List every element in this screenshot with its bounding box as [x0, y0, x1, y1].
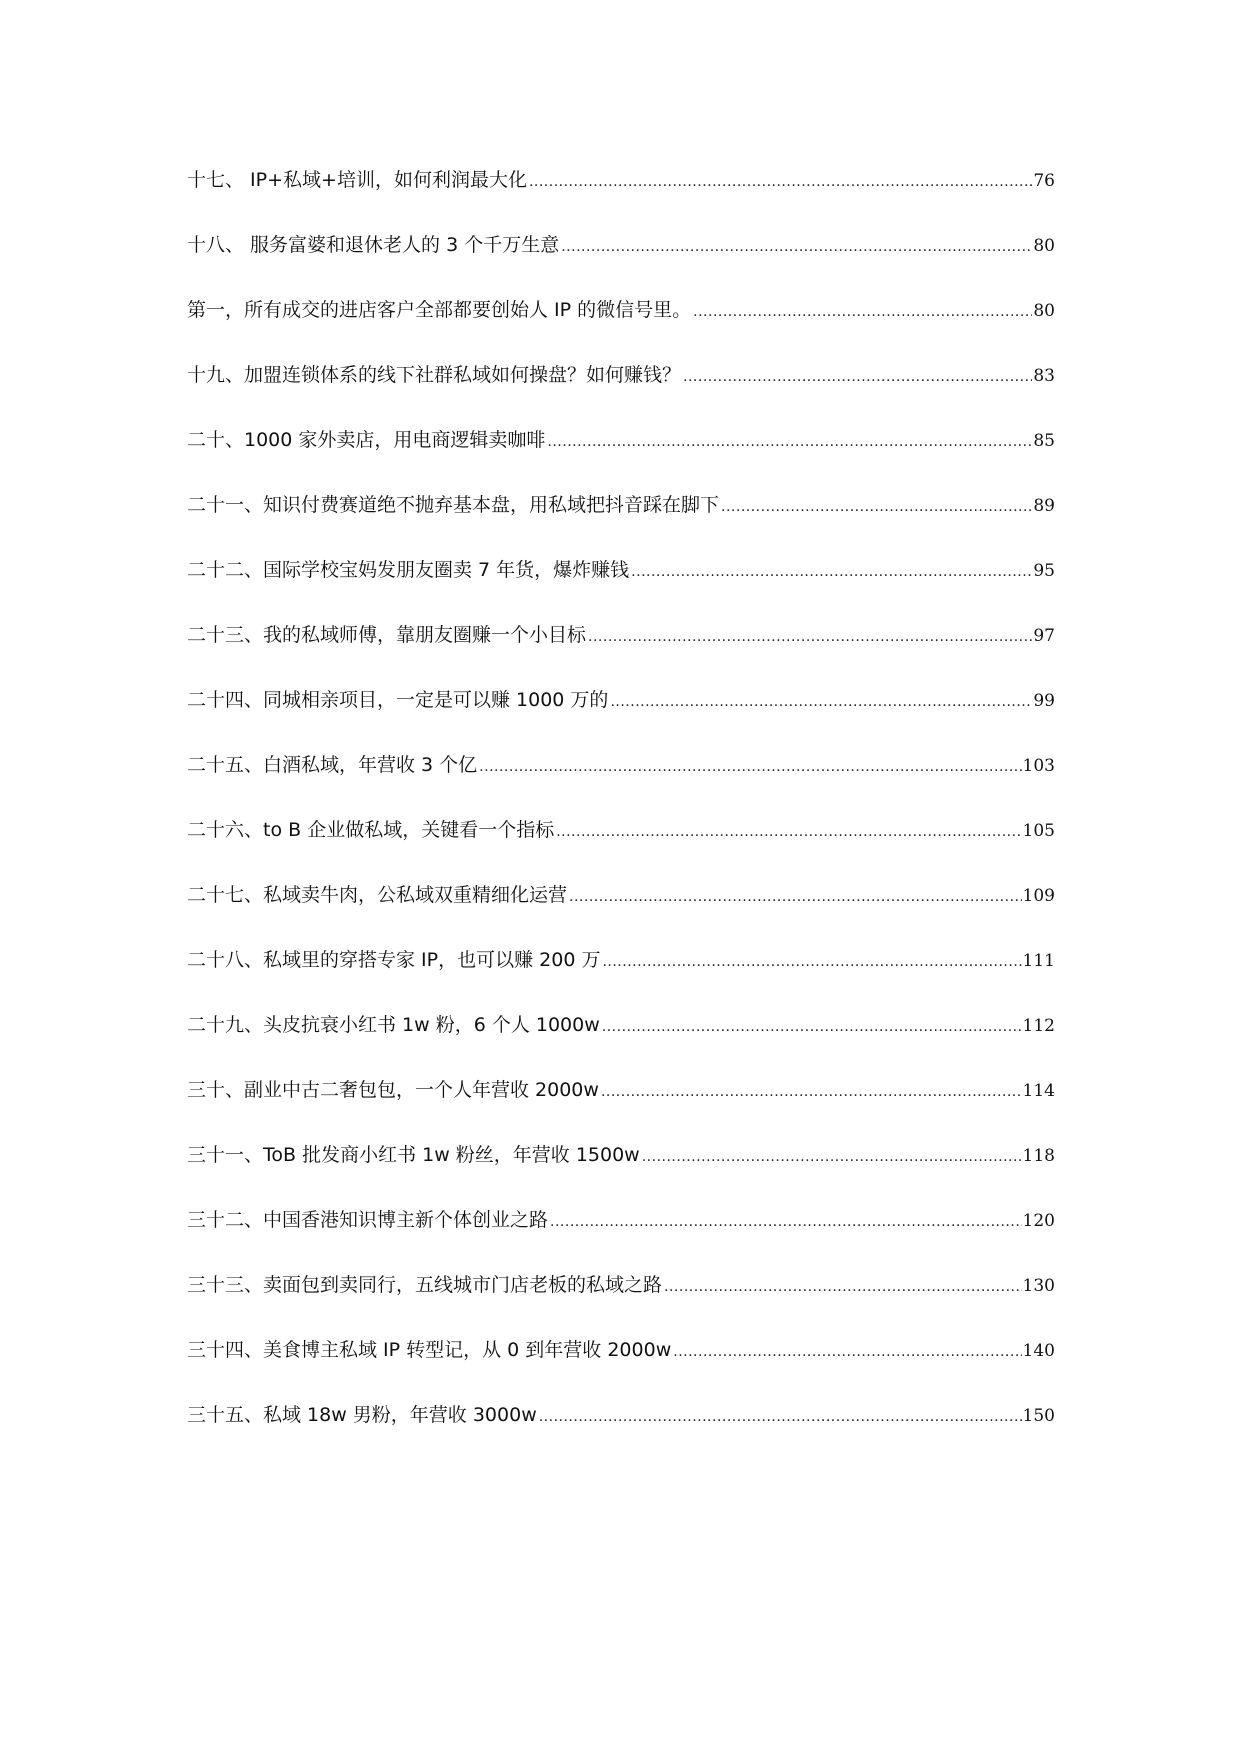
- toc-entry-title: 二十四、同城相亲项目，一定是可以赚 1000 万的: [187, 689, 609, 711]
- toc-entry[interactable]: [187, 1140, 1055, 1205]
- toc-entry-title: 二十五、白酒私域，年营收 3 个亿: [187, 754, 478, 776]
- toc-entry-title: 十八、 服务富婆和退休老人的 3 个千万生意: [187, 234, 560, 256]
- toc-entry-title: 二十、1000 家外卖店，用电商逻辑卖咖啡: [187, 429, 546, 451]
- toc-entry-page-number: 111: [1022, 951, 1055, 971]
- toc-entry[interactable]: [187, 815, 1055, 880]
- toc-entry-page-number: 80: [1033, 301, 1055, 321]
- toc-dot-leader: [631, 564, 1032, 580]
- toc-entry[interactable]: [187, 880, 1055, 945]
- toc-dot-leader: [561, 239, 1032, 255]
- toc-dot-leader: [673, 1344, 1021, 1360]
- toc-dot-leader: [721, 499, 1032, 515]
- toc-entry-title: 二十九、头皮抗衰小红书 1w 粉，6 个人 1000w: [187, 1014, 600, 1036]
- toc-entry-title: 二十七、私域卖牛肉，公私域双重精细化运营: [187, 884, 568, 906]
- toc-dot-leader: [539, 1409, 1022, 1425]
- toc-dot-leader: [547, 434, 1032, 450]
- toc-dot-leader: [693, 304, 1032, 320]
- toc-entry-title: 三十五、私域 18w 男粉，年营收 3000w: [187, 1404, 537, 1426]
- toc-entry-page-number: 103: [1022, 756, 1055, 776]
- toc-entry[interactable]: [187, 490, 1055, 555]
- toc-entry[interactable]: [187, 555, 1055, 620]
- toc-entry-page-number: 109: [1022, 886, 1055, 906]
- toc-entry-page-number: 80: [1033, 236, 1055, 256]
- toc-entry-page-number: 118: [1022, 1146, 1055, 1166]
- toc-entry-title: 十七、 IP+私域+培训，如何利润最大化: [187, 169, 527, 191]
- toc-entry-page-number: 85: [1033, 431, 1055, 451]
- toc-dot-leader: [664, 1279, 1022, 1295]
- toc-entry-page-number: 89: [1033, 496, 1055, 516]
- toc-entry-title: 二十一、知识付费赛道绝不抛弃基本盘，用私域把抖音踩在脚下: [187, 494, 720, 516]
- toc-dot-leader: [556, 824, 1021, 840]
- toc-entry-page-number: 99: [1033, 691, 1055, 711]
- toc-entry[interactable]: [187, 230, 1055, 295]
- toc-entry[interactable]: [187, 750, 1055, 815]
- toc-entry-title: 二十三、我的私域师傅，靠朋友圈赚一个小目标: [187, 624, 587, 646]
- toc-entry[interactable]: [187, 1010, 1055, 1075]
- toc-dot-leader: [610, 694, 1032, 710]
- toc-entry-title: 二十八、私域里的穿搭专家 IP，也可以赚 200 万: [187, 949, 601, 971]
- toc-dot-leader: [601, 1084, 1022, 1100]
- toc-entry[interactable]: [187, 1270, 1055, 1335]
- toc-entry-title: 二十二、国际学校宝妈发朋友圈卖 7 年货，爆炸赚钱: [187, 559, 630, 581]
- toc-dot-leader: [479, 759, 1021, 775]
- toc-entry-title: 三十四、美食博主私域 IP 转型记，从 0 到年营收 2000w: [187, 1339, 672, 1361]
- toc-entry[interactable]: [187, 1205, 1055, 1270]
- toc-entry-page-number: 76: [1033, 171, 1055, 191]
- toc-entry-title: 第一，所有成交的进店客户全部都要创始人 IP 的微信号里。: [187, 299, 692, 321]
- toc-dot-leader: [550, 1214, 1022, 1230]
- toc-entry-page-number: 95: [1033, 561, 1055, 581]
- toc-entry-title: 三十三、卖面包到卖同行，五线城市门店老板的私域之路: [187, 1274, 663, 1296]
- toc-entry-page-number: 97: [1033, 626, 1055, 646]
- toc-entry-title: 三十、副业中古二奢包包，一个人年营收 2000w: [187, 1079, 599, 1101]
- toc-entry-page-number: 83: [1033, 366, 1055, 386]
- toc-entry-title: 三十一、ToB 批发商小红书 1w 粉丝，年营收 1500w: [187, 1144, 640, 1166]
- toc-entry[interactable]: [187, 1335, 1055, 1400]
- toc-entry-page-number: 120: [1022, 1211, 1055, 1231]
- toc-dot-leader: [642, 1149, 1022, 1165]
- toc-dot-leader: [529, 174, 1032, 190]
- toc-entry[interactable]: [187, 165, 1055, 230]
- toc-entry-title: 二十六、to B 企业做私域，关键看一个指标: [187, 819, 555, 841]
- toc-entry[interactable]: [187, 685, 1055, 750]
- table-of-contents: [187, 165, 1055, 1465]
- toc-entry-page-number: 112: [1022, 1016, 1055, 1036]
- toc-dot-leader: [683, 369, 1032, 385]
- toc-entry[interactable]: [187, 360, 1055, 425]
- toc-entry-page-number: 150: [1022, 1406, 1055, 1426]
- toc-entry-page-number: 114: [1022, 1081, 1055, 1101]
- toc-entry[interactable]: [187, 1400, 1055, 1465]
- toc-entry[interactable]: [187, 620, 1055, 685]
- toc-entry[interactable]: [187, 945, 1055, 1010]
- toc-dot-leader: [588, 629, 1032, 645]
- toc-entry[interactable]: [187, 295, 1055, 360]
- toc-dot-leader: [569, 889, 1022, 905]
- toc-entry-title: 三十二、中国香港知识博主新个体创业之路: [187, 1209, 549, 1231]
- toc-entry-page-number: 105: [1022, 821, 1055, 841]
- toc-entry-page-number: 140: [1022, 1341, 1055, 1361]
- toc-dot-leader: [602, 954, 1021, 970]
- toc-entry-page-number: 130: [1022, 1276, 1055, 1296]
- toc-entry[interactable]: [187, 425, 1055, 490]
- toc-entry[interactable]: [187, 1075, 1055, 1140]
- toc-entry-title: 十九、加盟连锁体系的线下社群私域如何操盘？如何赚钱？: [187, 364, 682, 386]
- toc-dot-leader: [602, 1019, 1022, 1035]
